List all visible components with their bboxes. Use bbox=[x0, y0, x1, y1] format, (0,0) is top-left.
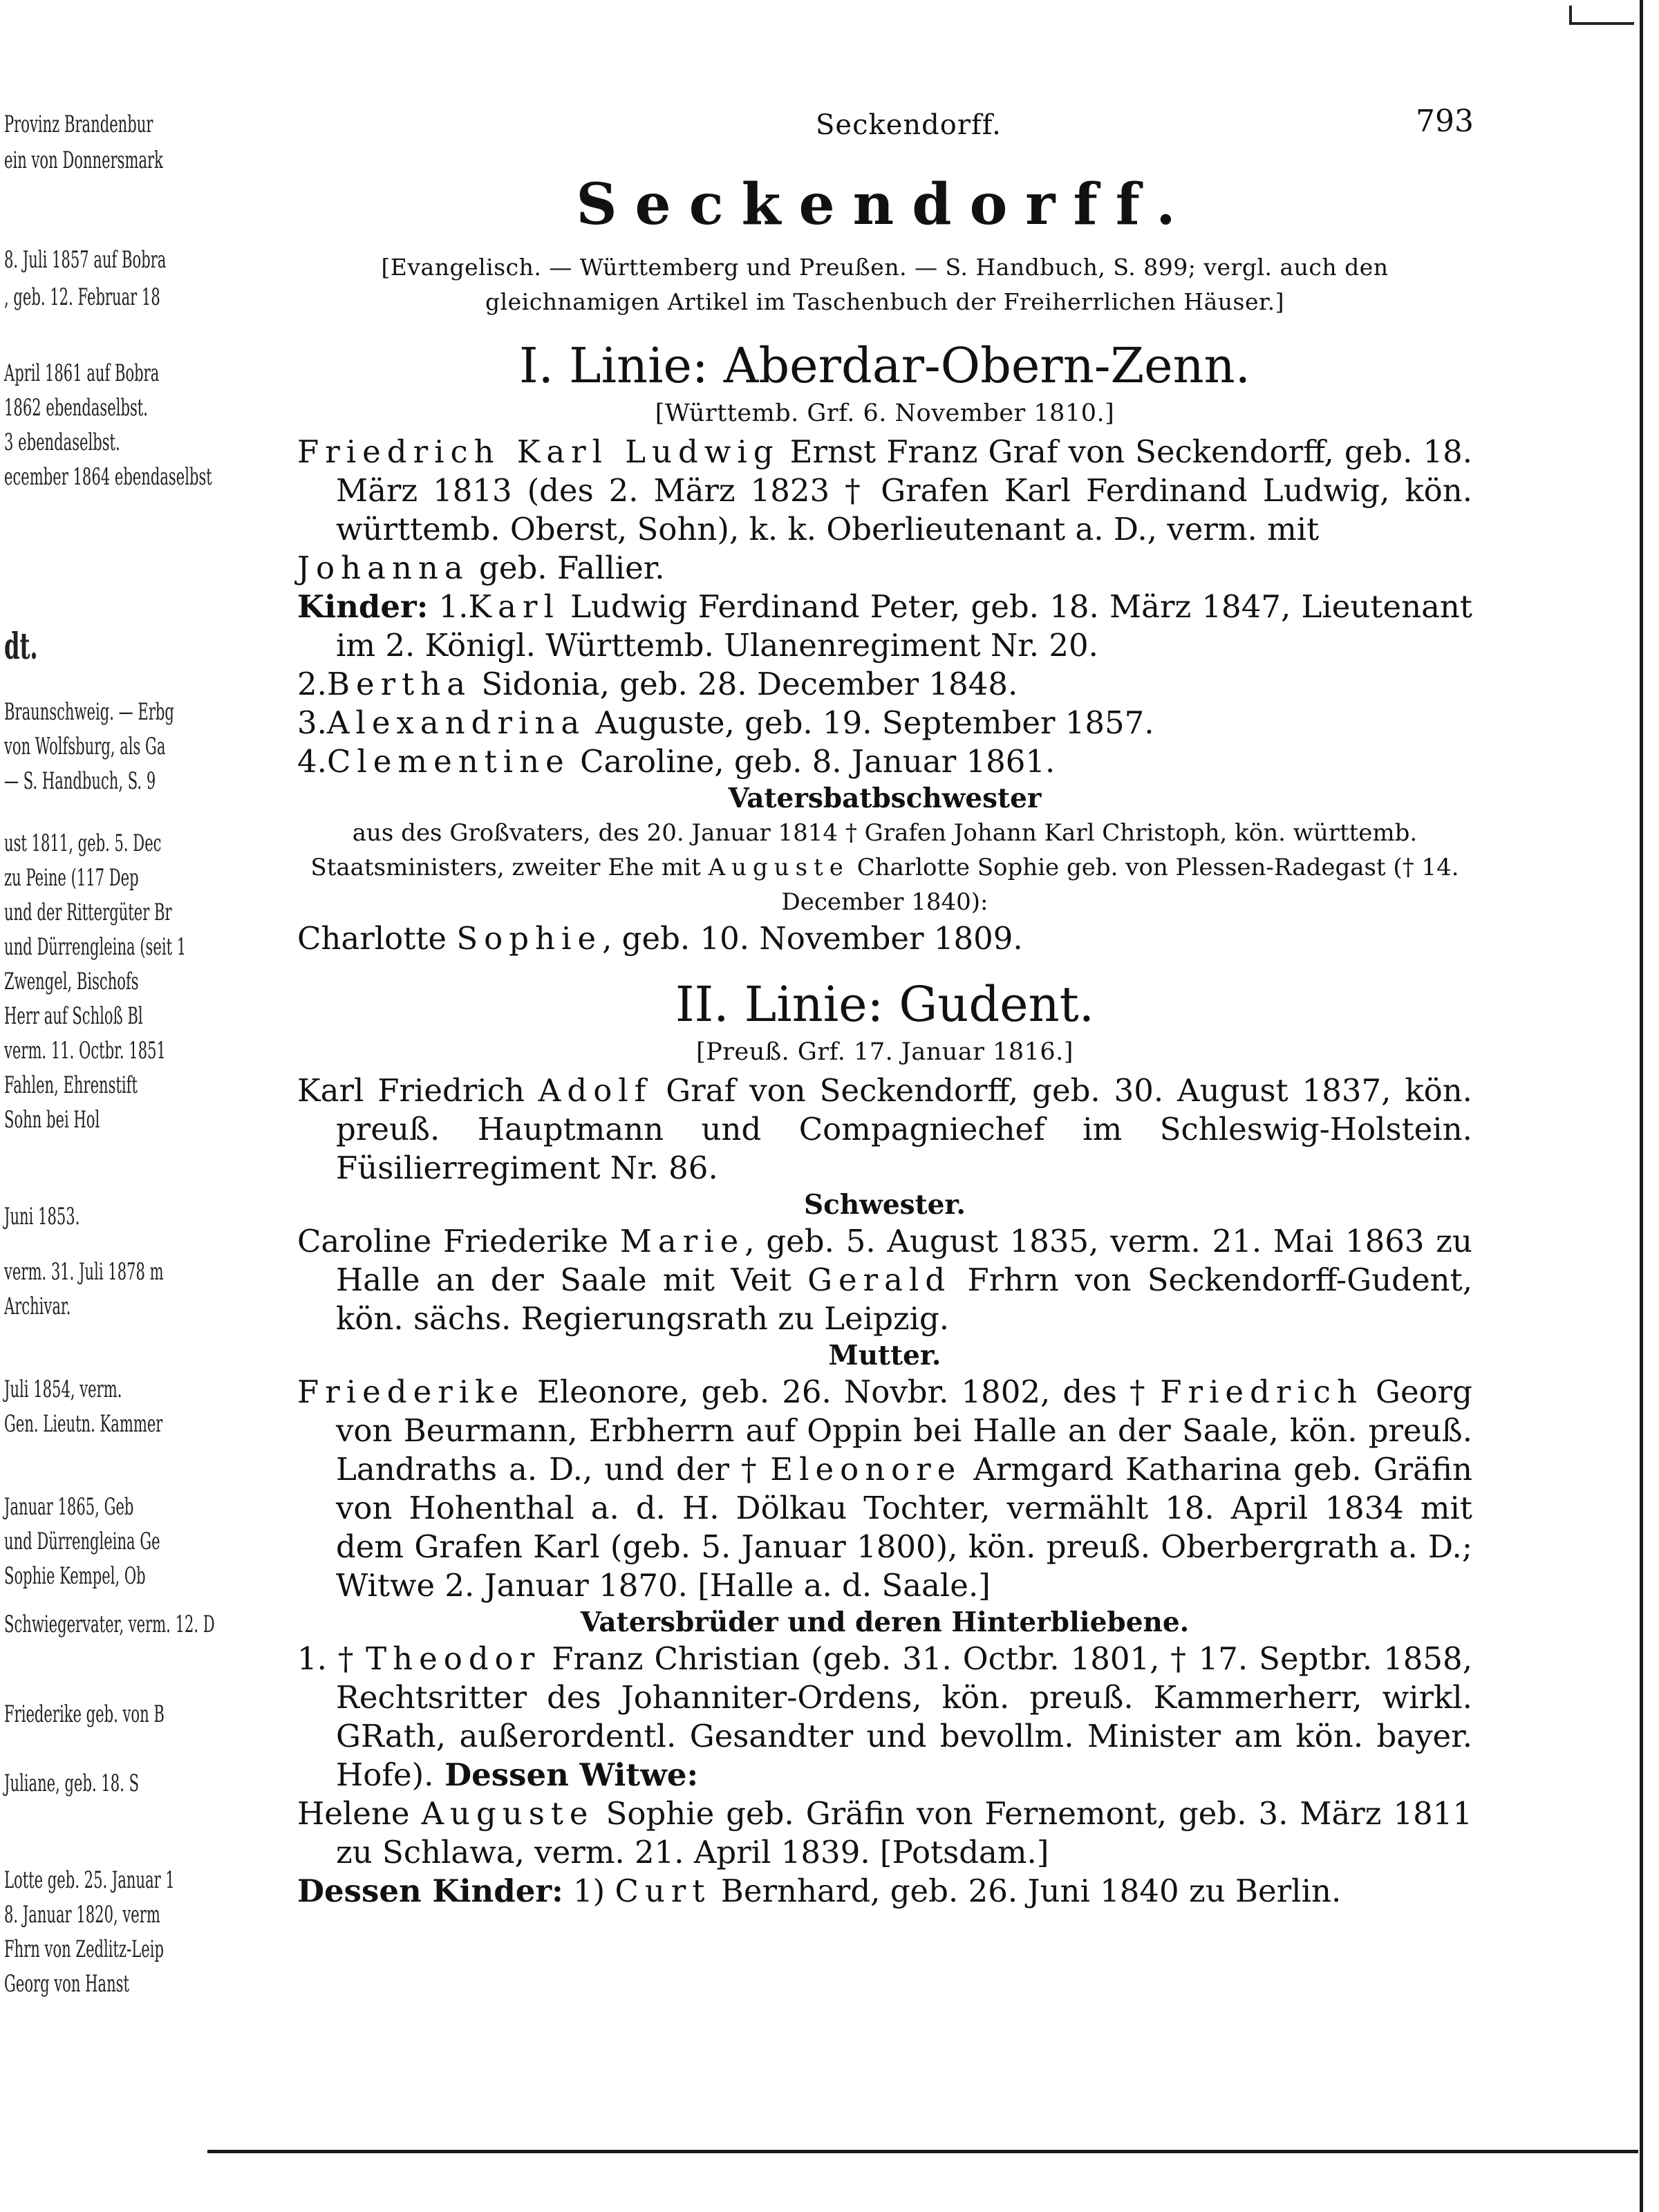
fragment-line: 1862 ebendaselbst. bbox=[4, 394, 148, 422]
line1-spouse-text: geb. Fallier. bbox=[469, 550, 665, 586]
uncles-heading: Vatersbrüder und deren Hinterbliebene. bbox=[580, 1606, 1190, 1638]
fragment-line: Juli 1854, verm. bbox=[4, 1376, 122, 1403]
widow-name: Helene bbox=[297, 1795, 422, 1832]
aunt-name-spaced: Sophie bbox=[456, 920, 603, 957]
aunt-intro-name: Auguste bbox=[708, 854, 850, 881]
child-name: Alexandrina bbox=[326, 704, 586, 741]
line2-heading: II. Linie: Gudent. bbox=[675, 976, 1095, 1033]
line2-head-name: Karl Friedrich bbox=[297, 1072, 538, 1109]
fragment-line: Juni 1853. bbox=[4, 1203, 80, 1230]
mother-mother-name: Eleonore bbox=[770, 1451, 962, 1488]
kid-name: Curt bbox=[615, 1873, 711, 1909]
widow-text: Sophie geb. Gräfin von Fernemont, geb. 3. März 1811 zu Schlawa, verm. 21. April 1839. [Potsdam.] bbox=[336, 1795, 1472, 1871]
line1-head-text: Ernst Franz Graf von Seckendorff, geb. 18. März 1813 (des 2. März 1823 † Grafen Karl Ferdinand Ludwig, kön. württemb. Oberst, Sohn), k. k. Oberlieutenant a. D., verm. mit bbox=[336, 433, 1473, 547]
line1-heading: I. Linie: Aberdar-Obern-Zenn. bbox=[519, 337, 1250, 394]
aunt-intro bbox=[297, 816, 1472, 919]
line2-head-entry bbox=[297, 1071, 1472, 1188]
fragment-line: und Dürrengleina (seit 1 bbox=[4, 933, 187, 961]
child-number: 3. bbox=[297, 704, 327, 741]
child-text: Caroline, geb. 8. Januar 1861. bbox=[570, 743, 1056, 780]
family-title: Seckendorff. bbox=[576, 171, 1194, 238]
child-text: Auguste, geb. 19. September 1857. bbox=[585, 704, 1154, 741]
child-number: 1. bbox=[428, 588, 469, 625]
fragment-line: , geb. 12. Februar 18 bbox=[4, 283, 160, 311]
line1-child-3 bbox=[297, 704, 1472, 742]
adjacent-page-fragment bbox=[0, 111, 221, 2115]
widow-label: Dessen Witwe: bbox=[433, 1756, 699, 1793]
sister-text: Frhrn von Seckendorff-Gudent, kön. sächs. Regierungsrath zu Leipzig. bbox=[336, 1262, 1472, 1337]
fragment-line: Fhrn von Zedlitz-Leip bbox=[4, 1936, 164, 1963]
mother-heading: Mutter. bbox=[828, 1340, 941, 1371]
child-text: Ludwig Ferdinand Peter, geb. 18. März 1847, Lieutenant im 2. Königl. Württemb. Ulanenregiment Nr. 20. bbox=[336, 588, 1472, 664]
fragment-line: verm. 31. Juli 1878 m bbox=[4, 1258, 164, 1286]
aunt-entry bbox=[297, 919, 1472, 958]
sister-heading: Schwester. bbox=[804, 1189, 966, 1221]
main-text bbox=[297, 158, 1472, 1911]
bottom-rule bbox=[207, 2150, 1638, 2153]
uncle-entry bbox=[297, 1640, 1472, 1794]
fragment-line: ein von Donnersmark bbox=[4, 147, 163, 174]
uncle-name: Theodor bbox=[366, 1640, 541, 1677]
mother-text: Armgard Katharina geb. Gräfin von Hohenthal a. d. H. Dölkau Tochter, vermählt 18. April 1834 mit dem Grafen Karl (geb. 5. Januar 1800), kön. preuß. Oberbergrath a. D.; Witwe 2. Januar 1870. [Halle a. d. Saale.] bbox=[336, 1451, 1472, 1604]
sister-text: , geb. 5. August 1835, verm. 21. Mai 1863 zu Halle an der Saale mit Veit bbox=[336, 1223, 1472, 1298]
page-edge-rule bbox=[1640, 0, 1643, 2212]
fragment-line: 3 ebendaselbst. bbox=[4, 429, 120, 456]
child-number: 4. bbox=[297, 743, 327, 780]
child-text: Sidonia, geb. 28. December 1848. bbox=[471, 666, 1018, 702]
line1-child-1 bbox=[297, 588, 1472, 665]
fragment-line: Januar 1865, Geb bbox=[4, 1493, 134, 1521]
fragment-line: Fahlen, Ehrenstift bbox=[4, 1071, 138, 1099]
aunt-name: Charlotte bbox=[297, 920, 457, 957]
sister-entry bbox=[297, 1222, 1472, 1338]
kids-label: Dessen Kinder: bbox=[297, 1873, 563, 1909]
sister-husband-name: Gerald bbox=[807, 1262, 952, 1298]
fragment-line: Schwiegervater, verm. 12. D bbox=[4, 1611, 215, 1638]
uncle-number: 1. † bbox=[297, 1640, 366, 1677]
aunt-intro-text: aus des Großvaters, des 20. Januar 1814 † Grafen Johann Karl Christoph, kön. württemb. Staatsministers, zweiter Ehe mit bbox=[310, 819, 1418, 881]
fragment-line: Georg von Hanst bbox=[4, 1970, 129, 1998]
fragment-line: Juliane, geb. 18. S bbox=[4, 1770, 140, 1797]
fragment-line: Friederike geb. von B bbox=[4, 1700, 165, 1728]
aunt-intro-text: Charlotte Sophie geb. von Plessen-Radegast († 14. December 1840): bbox=[781, 854, 1459, 916]
widow-entry bbox=[297, 1794, 1472, 1872]
child-number: 2. bbox=[297, 666, 327, 702]
line2-head-text: Graf von Seckendorff, geb. 30. August 1837, kön. preuß. Hauptmann und Compagniechef im Schleswig-Holstein. Füsilierregiment Nr. 86. bbox=[336, 1072, 1472, 1186]
fragment-line: Braunschweig. — Erbg bbox=[4, 698, 174, 726]
fragment-line: — S. Handbuch, S. 9 bbox=[4, 767, 156, 795]
child-name: Karl bbox=[468, 588, 560, 625]
line1-date: [Württemb. Grf. 6. November 1810.] bbox=[655, 400, 1115, 427]
kids-entry bbox=[297, 1872, 1472, 1911]
fragment-line: Herr auf Schloß Bl bbox=[4, 1002, 143, 1030]
fragment-line: Gen. Lieutn. Kammer bbox=[4, 1410, 163, 1438]
fragment-line: und der Rittergüter Br bbox=[4, 899, 172, 926]
line1-head-name: Friedrich Karl Ludwig bbox=[297, 433, 780, 470]
kids-text: 1) bbox=[563, 1873, 615, 1909]
line1-spouse-name: Johanna bbox=[297, 550, 469, 586]
intro-note: [Evangelisch. — Württemberg und Preußen. — S. Handbuch, S. 899; vergl. auch den gleichnamigen Artikel im Taschenbuch der Freiherrlichen Häuser.] bbox=[381, 254, 1389, 315]
child-name: Clementine bbox=[326, 743, 570, 780]
mother-entry bbox=[297, 1373, 1472, 1605]
fragment-line: dt. bbox=[4, 626, 38, 668]
mother-name: Friederike bbox=[297, 1374, 525, 1410]
fragment-line: 8. Januar 1820, verm bbox=[4, 1901, 160, 1929]
fragment-line: ecember 1864 ebendaselbst bbox=[4, 463, 212, 491]
mother-text: Georg von Beurmann, Erbherrn auf Oppin bei Halle an der Saale, kön. preuß. Landraths a. D., und der † bbox=[336, 1374, 1472, 1488]
line1-child-4 bbox=[297, 742, 1472, 781]
line1-head-entry bbox=[297, 433, 1472, 549]
uncle-text: Franz Christian (geb. 31. Octbr. 1801, † 17. Septbr. 1858, Rechtsritter des Johanniter-Ordens, kön. preuß. Kammerherr, wirkl. GRath, außerordentl. Gesandter und bevollm. Minister am kön. bayer. Hofe). bbox=[336, 1640, 1472, 1793]
fragment-line: Zwengel, Bischofs bbox=[4, 968, 139, 995]
line2-head-spaced: Adolf bbox=[538, 1072, 653, 1109]
mother-father-name: Friedrich bbox=[1160, 1374, 1363, 1410]
widow-name-spaced: Auguste bbox=[421, 1795, 594, 1832]
fragment-line: ust 1811, geb. 5. Dec bbox=[4, 830, 162, 857]
fragment-line: April 1861 auf Bobra bbox=[4, 359, 160, 387]
fragment-line: Provinz Brandenbur bbox=[4, 111, 153, 138]
fragment-line: Archivar. bbox=[4, 1293, 71, 1320]
fragment-line: zu Peine (117 Dep bbox=[4, 864, 139, 892]
fragment-line: Sohn bei Hol bbox=[4, 1106, 100, 1134]
running-header: Seckendorff. bbox=[816, 109, 1002, 141]
line2-date: [Preuß. Grf. 17. Januar 1816.] bbox=[696, 1038, 1074, 1066]
line1-child-2 bbox=[297, 665, 1472, 704]
fragment-line: 8. Juli 1857 auf Bobra bbox=[4, 246, 167, 274]
page-number: 793 bbox=[1416, 104, 1474, 139]
child-name: Bertha bbox=[326, 666, 472, 702]
scan-corner-mark bbox=[1569, 6, 1634, 25]
fragment-line: verm. 11. Octbr. 1851 bbox=[4, 1037, 166, 1065]
aunt-text: , geb. 10. November 1809. bbox=[602, 920, 1023, 957]
mother-text: Eleonore, geb. 26. Novbr. 1802, des † bbox=[525, 1374, 1161, 1410]
fragment-line: von Wolfsburg, als Ga bbox=[4, 733, 166, 760]
kids-text: Bernhard, geb. 26. Juni 1840 zu Berlin. bbox=[711, 1873, 1342, 1909]
fragment-line: und Dürrengleina Ge bbox=[4, 1528, 160, 1555]
fragment-line: Sophie Kempel, Ob bbox=[4, 1562, 146, 1590]
aunt-heading: Vatersbatbschwester bbox=[728, 782, 1042, 814]
sister-name: Marie bbox=[619, 1223, 745, 1259]
line1-spouse-entry bbox=[297, 549, 1472, 588]
fragment-line: Lotte geb. 25. Januar 1 bbox=[4, 1866, 175, 1894]
sister-text: Caroline Friederike bbox=[297, 1223, 620, 1259]
children-label: Kinder: bbox=[297, 588, 429, 625]
